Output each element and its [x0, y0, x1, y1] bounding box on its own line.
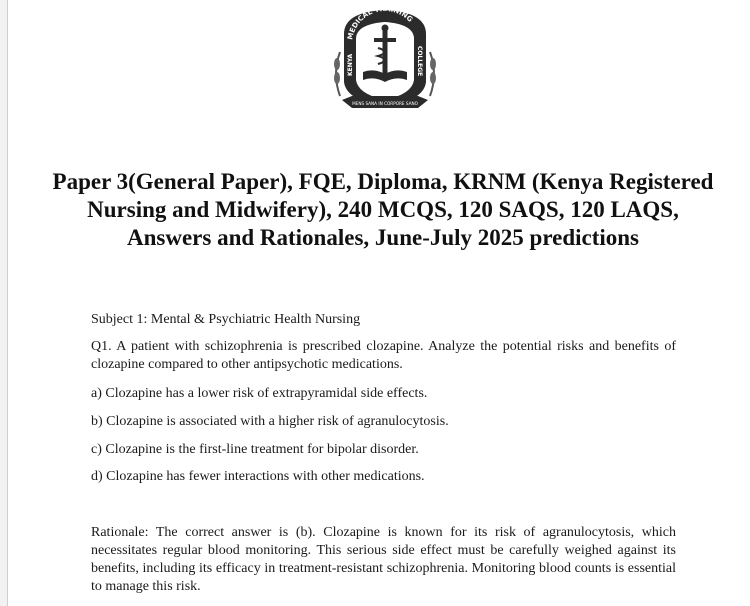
question-text: Q1. A patient with schizophrenia is prescribed clozapine. Analyze the potential risks and benefits of clozapine compared to other antipsychotic medications.	[91, 339, 676, 372]
subject-heading: Subject 1: Mental & Psychiatric Health Nursing	[91, 312, 361, 327]
svg-text:KENYA: KENYA	[347, 53, 354, 76]
svg-text:COLLEGE: COLLEGE	[416, 46, 423, 77]
option-d: d) Clozapine has fewer interactions with other medications.	[91, 469, 425, 484]
option-a: a) Clozapine has a lower risk of extrapyramidal side effects.	[91, 386, 428, 401]
svg-text:MENS SANA IN CORPORE SANO: MENS SANA IN CORPORE SANO	[352, 101, 418, 106]
document-title: Paper 3(General Paper), FQE, Diploma, KRNM (Kenya Registered Nursing and Midwifery), 240 MCQS, 120 SAQS, 120 LAQS, Answers and Rationales, June-July 2025 predictions	[52, 169, 714, 250]
document-page	[7, 0, 750, 606]
svg-text:MEDICAL TRAINING: MEDICAL TRAINING	[346, 4, 415, 41]
kmtc-logo	[328, 4, 442, 118]
rationale-text: Rationale: The correct answer is (b). Clozapine is known for its risk of agranulocytosis, which necessitates regular blood monitoring. This serious side effect must be carefully weighed against its benefits, including its efficacy in treatment-resistant schizophrenia. Monitoring blood counts is essential to manage this risk.	[91, 525, 676, 594]
option-c: c) Clozapine is the first-line treatment for bipolar disorder.	[91, 442, 419, 457]
option-b: b) Clozapine is associated with a higher risk of agranulocytosis.	[91, 414, 449, 429]
